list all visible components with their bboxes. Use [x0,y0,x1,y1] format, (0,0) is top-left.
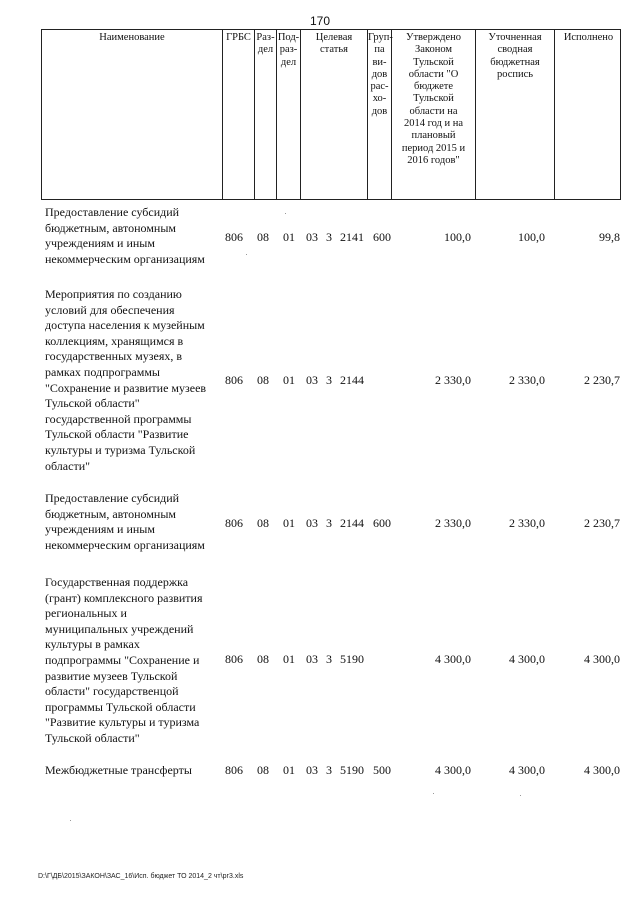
row-utverzhdeno: 4 300,0 [435,763,471,777]
scan-speck [285,213,286,214]
row-grbs: 806 [225,516,243,530]
row-podrazdel: 01 [283,373,295,387]
row-ispolneno: 2 230,7 [584,516,620,530]
header-utverzhdeno: Утверждено Законом Тульской области "О бюджете Тульской области на 2014 год и на плановый период 2015 и 2016 годов" [392,30,476,199]
header-podrazdel: Под- раз- дел [277,30,301,199]
header-gruppa-vidov: Груп- па ви- дов рас- хо- дов [368,30,392,199]
row-utochnennaya: 2 330,0 [509,373,545,387]
row-cs-program: 03 [306,763,318,777]
row-vid-raskhodov: 600 [373,230,391,244]
row-name: Предоставление субсидий бюджетным, автономным учреждениям и иным некоммерческим организациям [45,491,205,552]
row-ispolneno: 99,8 [599,230,620,244]
row-utochnennaya: 4 300,0 [509,652,545,666]
row-cs-code: 5190 [340,652,364,666]
row-razdel: 08 [257,373,269,387]
header-name: Наименование [42,30,223,199]
row-razdel: 08 [257,763,269,777]
row-razdel: 08 [257,652,269,666]
row-cs-code: 5190 [340,763,364,777]
row-razdel: 08 [257,230,269,244]
row-cs-program: 03 [306,652,318,666]
row-cs-subprogram: 3 [326,373,332,387]
row-grbs: 806 [225,230,243,244]
scan-speck [246,254,247,255]
row-utverzhdeno: 100,0 [444,230,471,244]
row-grbs: 806 [225,373,243,387]
header-ispolneno: Исполнено [563,32,614,43]
row-utverzhdeno: 4 300,0 [435,652,471,666]
row-podrazdel: 01 [283,763,295,777]
row-cs-subprogram: 3 [326,516,332,530]
row-cs-subprogram: 3 [326,763,332,777]
row-utochnennaya: 100,0 [518,230,545,244]
row-cs-program: 03 [306,516,318,530]
row-ispolneno: 2 230,7 [584,373,620,387]
file-path-footer: D:\Г\ДБ\2015\ЗАКОН\ЗАС_16\Исп. бюджет ТО 2014_2 чт\рг3.xls [38,873,244,880]
row-podrazdel: 01 [283,652,295,666]
row-cs-code: 2141 [340,230,364,244]
row-ispolneno: 4 300,0 [584,763,620,777]
page-number: 170 [309,14,331,28]
header-razdel: Раз- дел [255,30,277,199]
header-celevaya-statya: Целевая статья [301,30,368,199]
row-utochnennaya: 2 330,0 [509,516,545,530]
row-cs-code: 2144 [340,373,364,387]
row-vid-raskhodov: 500 [373,763,391,777]
scan-speck [70,820,71,821]
row-cs-subprogram: 3 [326,652,332,666]
row-cs-program: 03 [306,373,318,387]
row-vid-raskhodov: 600 [373,516,391,530]
header-grbs: ГРБС [223,30,255,199]
row-utochnennaya: 4 300,0 [509,763,545,777]
row-podrazdel: 01 [283,230,295,244]
table-header [41,29,621,200]
row-cs-subprogram: 3 [326,230,332,244]
row-podrazdel: 01 [283,516,295,530]
scan-speck [433,793,434,794]
row-cs-code: 2144 [340,516,364,530]
row-name: Государственная поддержка (грант) комплексного развития региональных и муниципальных учреждений культуры в рамках подпрограммы "Сохранение и развитие музеев Тульской области" государственцой программы Тульской области "Развитие культуры и туризма Тульской области" [45,575,203,745]
scan-speck [520,795,521,796]
row-utverzhdeno: 2 330,0 [435,373,471,387]
row-ispolneno: 4 300,0 [584,652,620,666]
header-utochnennaya: Уточненная сводная бюджетная роспись [476,30,555,199]
row-name: Межбюджетные трансферты [45,763,192,777]
row-name: Предоставление субсидий бюджетным, автономным учреждениям и иным некоммерческим организациям [45,205,205,266]
row-name: Мероприятия по созданию условий для обеспечения доступа населения к музейным коллекциям, хранящимся в государственных музеях, в рамках подпрограммы "Сохранение и развитие музеев Тульской области" государственной программы Тульской области "Развитие культуры и туризма Тульской области" [45,287,207,473]
row-utverzhdeno: 2 330,0 [435,516,471,530]
row-razdel: 08 [257,516,269,530]
row-cs-program: 03 [306,230,318,244]
row-grbs: 806 [225,763,243,777]
row-grbs: 806 [225,652,243,666]
